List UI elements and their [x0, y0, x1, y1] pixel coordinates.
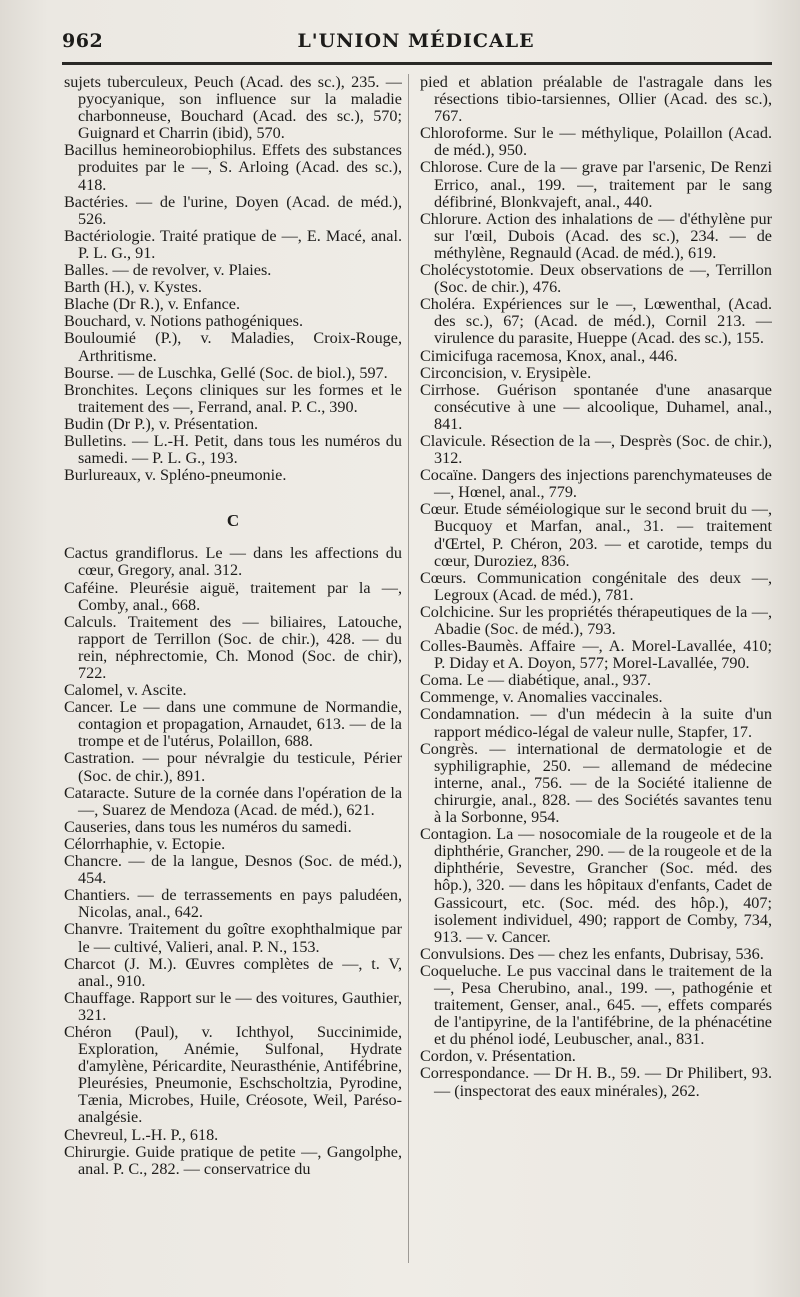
index-entry: Bouchard, v. Notions pathogéniques. — [64, 312, 304, 331]
index-entry: Cataracte. Suture de la cornée dans l'opération de la —, Suarez de Mendoza (Acad. de méd.), 621. — [64, 783, 402, 819]
section-letter: C — [226, 511, 240, 531]
index-entry: Caféine. Pleurésie aiguë, traitement par la —, Comby, anal., 668. — [64, 578, 402, 614]
index-entry: Chlorose. Cure de la — grave par l'arsenic, De Renzi Errico, anal., 199. —, traitement par le sang défibriné, Blonkvajeft, anal., 440. — [420, 158, 772, 211]
index-entry: Bactéries. — de l'urine, Doyen (Acad. de méd.), 526. — [64, 192, 402, 228]
index-entry: pied et ablation préalable de l'astragale dans les résections tibio-tarsiennes, Ollier (Acad. des sc.), 767. — [420, 74, 772, 126]
index-entry: Chevreul, L.-H. P., 618. — [64, 1125, 219, 1144]
index-entries-a-b — [64, 74, 402, 484]
index-entry: Cordon, v. Présentation. — [420, 1047, 576, 1066]
index-entry: Choléra. Expériences sur le —, Lœwenthal, (Acad. des sc.), 67; (Acad. de méd.), Cornil 213. — virulence du parasite, Hueppe (Acad. des sc.), 155. — [420, 295, 772, 348]
index-entry: Clavicule. Résection de la —, Desprès (Soc. de chir.), 312. — [420, 431, 772, 468]
index-entry: Chauffage. Rapport sur le — des voitures, Gauthier, 321. — [64, 988, 402, 1024]
index-entry: Convulsions. Des — chez les enfants, Dubrisay, 536. — [420, 944, 764, 963]
index-entry: Bulletins. — L.-H. Petit, dans tous les numéros du samedi. — P. L. G., 193. — [64, 431, 402, 468]
index-entry: Célorrhaphie, v. Ectopie. — [64, 834, 226, 853]
right-column — [420, 74, 772, 1267]
index-entries-c — [64, 545, 402, 1177]
index-entry: Cocaïne. Dangers des injections parenchymateuses de —, Hœnel, anal., 779. — [420, 466, 772, 502]
index-entry: Congrès. — international de dermatologie et de syphiligraphie, 250. — allemand de médecine interne, anal., 756. — de la Société italienne de chirurgie, anal., 828. — des Sociétés savantes tenu à la Sorbonne, 954. — [420, 739, 772, 827]
index-entry: Condamnation. — d'un médecin à la suite d'un rapport médico-légal de valeur nulle, Stapfer, 17. — [420, 705, 772, 741]
column-divider — [408, 74, 409, 1263]
index-entry: Budin (Dr P.), v. Présentation. — [64, 414, 259, 433]
index-entry: Burlureaux, v. Spléno-pneumonie. — [64, 466, 287, 485]
index-entry: Cimicifuga racemosa, Knox, anal., 446. — [420, 346, 678, 365]
index-entry: Chéron (Paul), v. Ichthyol, Succinimide, Exploration, Anémie, Sulfonal, Hydrate d'amylène, Péricardite, Neurasthénie, Antifébrine, Pleurésies, Pneumonie, Eschscholtzia, Pyrodine, Tænia, Microbes, Huile, Créosote, Weil, Paréso-analgésie. — [64, 1022, 402, 1127]
index-entry: Chancre. — de la langue, Desnos (Soc. de méd.), 454. — [64, 852, 402, 888]
page-header — [62, 30, 770, 56]
index-entry: Chanvre. Traitement du goître exophthalmique par le — cultivé, Valieri, anal. P. N., 153. — [64, 920, 402, 956]
header-rule — [62, 62, 772, 65]
index-entry: Chlorure. Action des inhalations de — d'éthylène pur sur l'œil, Dubois (Acad. des sc.), 234. — de méthylène, Regnauld (Acad. de méd.), 619. — [420, 209, 772, 262]
index-entry: Blache (Dr R.), v. Enfance. — [64, 295, 241, 314]
running-title: L'UNION MÉDICALE — [297, 30, 535, 52]
left-column — [64, 74, 402, 1267]
index-entry: Bronchites. Leçons cliniques sur les formes et le traitement des —, Ferrand, anal. P. C., 390. — [64, 380, 402, 416]
index-entry: Colchicine. Sur les propriétés thérapeutiques de la —, Abadie (Soc. de méd.), 793. — [420, 602, 772, 638]
index-entry: Calculs. Traitement des — biliaires, Latouche, rapport de Terrillon (Soc. de chir.), 428. — du rein, néphrectomie, Ch. Monod (Soc. de chir), 722. — [64, 612, 402, 682]
index-entry: Bouloumié (P.), v. Maladies, Croix-Rouge, Arthritisme. — [64, 329, 402, 365]
index-entry: Chloroforme. Sur le — méthylique, Polaillon (Acad. de méd.), 950. — [420, 124, 772, 160]
index-entry: Cirrhose. Guérison spontanée d'une anasarque consécutive à une — alcoolique, Duhamel, anal., 841. — [420, 380, 772, 433]
index-entry: Bourse. — de Luschka, Gellé (Soc. de biol.), 597. — [64, 363, 388, 382]
index-entry: Chirurgie. Guide pratique de petite —, Gangolphe, anal. P. C., 282. — conservatrice du — [64, 1142, 402, 1178]
index-entries-c-continued — [420, 74, 772, 1100]
index-entry: Chantiers. — de terrassements en pays paludéen, Nicolas, anal., 642. — [64, 886, 402, 922]
index-entry: Colles-Baumès. Affaire —, A. Morel-Lavallée, 410; P. Diday et A. Doyon, 577; Morel-Lavallée, 790. — [420, 637, 772, 673]
index-entry: Barth (H.), v. Kystes. — [64, 278, 202, 297]
index-entry: Commenge, v. Anomalies vaccinales. — [420, 688, 663, 707]
index-entry: Bactériologie. Traité pratique de —, E. Macé, anal. P. L. G., 91. — [64, 226, 402, 262]
index-entry: Causeries, dans tous les numéros du samedi. — [64, 817, 352, 836]
index-entry: Bacillus hemineorobiophilus. Effets des substances produites par le —, S. Arloing (Acad. des sc.), 418. — [64, 141, 402, 194]
index-entry: Cœur. Etude séméiologique sur le second bruit du —, Bucquoy et Marfan, anal., 31. — traitement d'Œrtel, P. Chéron, 203. — et carotide, temps du cœur, Duroziez, 836. — [420, 500, 772, 570]
index-entry: Cancer. Le — dans une commune de Normandie, contagion et propagation, Arnaudet, 613. — de la trompe et de l'utérus, Polaillon, 688. — [64, 698, 402, 751]
index-entry: Cholécystotomie. Deux observations de —, Terrillon (Soc. de chir.), 476. — [420, 261, 772, 297]
index-entry: Calomel, v. Ascite. — [64, 681, 187, 700]
index-entry: Correspondance. — Dr H. B., 59. — Dr Philibert, 93. — (inspectorat des eaux minérales), 262. — [420, 1064, 772, 1100]
index-entry: Coqueluche. Le pus vaccinal dans le traitement de la —, Pesa Cherubino, anal., 199. —, pathogénie et traitement, Genser, anal., 645. —, effets comparés de l'antipyrine, de la l'antifébrine, de la phénacétine et du phénol iodé, Leubuscher, anal., 831. — [420, 961, 772, 1049]
index-entry: sujets tuberculeux, Peuch (Acad. des sc.), 235. — pyocyanique, son influence sur la maladie charbonneuse, Bouchard (Acad. des sc.), 570; Guignard et Charrin (ibid), 570. — [64, 74, 402, 143]
index-entry: Coma. Le — diabétique, anal., 937. — [420, 671, 652, 690]
index-entry: Circoncision, v. Erysipèle. — [420, 363, 592, 382]
index-entry: Balles. — de revolver, v. Plaies. — [64, 261, 272, 280]
index-entry: Cœurs. Communication congénitale des deux —, Legroux (Acad. de méd.), 781. — [420, 568, 772, 604]
index-entry: Cactus grandiflorus. Le — dans les affections du cœur, Gregory, anal. 312. — [64, 544, 402, 580]
index-entry: Castration. — pour névralgie du testicule, Périer (Soc. de chir.), 891. — [64, 749, 402, 785]
index-entry: Charcot (J. M.). Œuvres complètes de —, t. V, anal., 910. — [64, 954, 402, 990]
page-number: 962 — [62, 30, 104, 52]
index-entry: Contagion. La — nosocomiale de la rougeole et de la diphthérie, Grancher, 290. — de la rougeole et de la diphthérie, Sevestre, Grancher (Soc. méd. des hôp.), 320. — dans les hôpitaux d'enfants, Cadet de Gassicourt, etc. (Soc. méd. des hôp.), 407; isolement individuel, 490; rapport de Comby, 734, 913. — v. Cancer. — [420, 825, 772, 946]
